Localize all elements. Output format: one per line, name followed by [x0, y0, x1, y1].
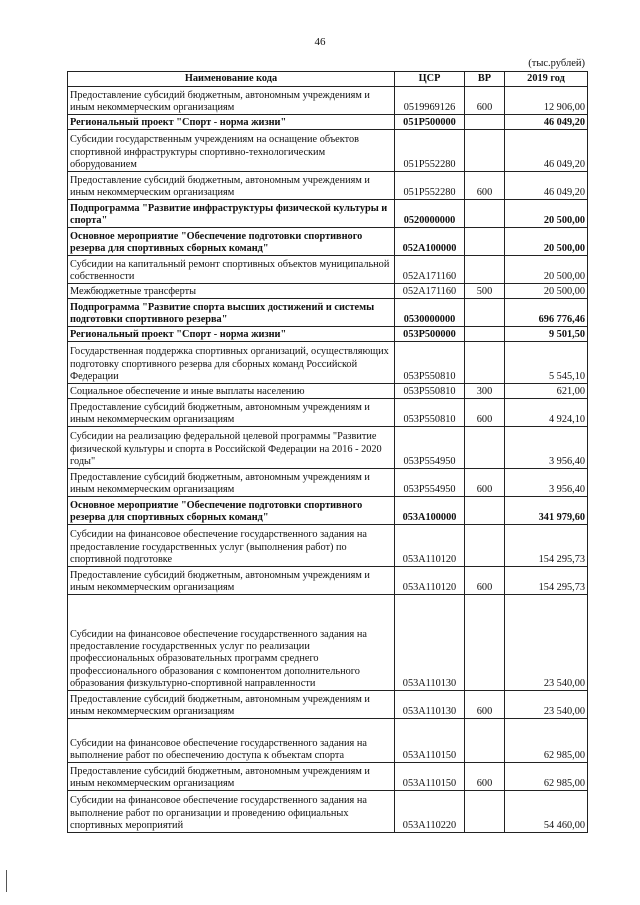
table-row — [68, 469, 588, 497]
table-row — [68, 256, 588, 284]
table-row — [68, 342, 588, 384]
cell-vr — [465, 200, 505, 228]
cell-csr: 053A110130 — [395, 595, 465, 691]
cell-csr: 053A110120 — [395, 567, 465, 595]
cell-sum: 154 295,73 — [505, 525, 588, 567]
table-row — [68, 384, 588, 399]
cell-name: Субсидии государственным учреждениям на оснащение объектов спортивной инфраструктуры спортивно-технологическим оборудованием — [68, 130, 395, 172]
cell-name: Основное мероприятие "Обеспечение подготовки спортивного резерва для спортивных сборных команд" — [68, 228, 395, 256]
cell-vr: 600 — [465, 399, 505, 427]
cell-csr: 053A110130 — [395, 691, 465, 719]
cell-name: Межбюджетные трансферты — [68, 284, 395, 299]
cell-csr: 0519969126 — [395, 87, 465, 115]
cell-csr: 053P550810 — [395, 342, 465, 384]
cell-csr: 053A110150 — [395, 719, 465, 763]
table-row — [68, 200, 588, 228]
cell-csr: 053A100000 — [395, 497, 465, 525]
cell-sum: 12 906,00 — [505, 87, 588, 115]
cell-sum: 20 500,00 — [505, 256, 588, 284]
cell-name: Региональный проект "Спорт - норма жизни" — [68, 327, 395, 342]
cell-csr: 051P500000 — [395, 115, 465, 130]
budget-table — [67, 71, 588, 833]
cell-name: Предоставление субсидий бюджетным, автономным учреждениям и иным некоммерческим организациям — [68, 469, 395, 497]
cell-csr: 053P550810 — [395, 399, 465, 427]
cell-sum: 20 500,00 — [505, 200, 588, 228]
cell-vr — [465, 115, 505, 130]
cell-csr: 053P554950 — [395, 427, 465, 469]
cell-name: Субсидии на капитальный ремонт спортивных объектов муниципальной собственности — [68, 256, 395, 284]
cell-name: Субсидии на реализацию федеральной целевой программы "Развитие физической культуры и спорта в Российской Федерации на 2016 - 2020 годы" — [68, 427, 395, 469]
cell-name: Предоставление субсидий бюджетным, автономным учреждениям и иным некоммерческим организациям — [68, 763, 395, 791]
cell-name: Субсидии на финансовое обеспечение государственного задания на предоставление государственных услуг по реализации профессиональных образовательных программ среднего профессионального образования с компонентом дополнительного образования физкультурно-спортивной направленности — [68, 595, 395, 691]
cell-csr: 053P554950 — [395, 469, 465, 497]
cell-sum: 62 985,00 — [505, 719, 588, 763]
cell-name: Предоставление субсидий бюджетным, автономным учреждениям и иным некоммерческим организациям — [68, 172, 395, 200]
cell-vr — [465, 791, 505, 833]
cell-sum: 46 049,20 — [505, 130, 588, 172]
cell-csr: 052A171160 — [395, 256, 465, 284]
cell-name: Предоставление субсидий бюджетным, автономным учреждениям и иным некоммерческим организациям — [68, 399, 395, 427]
cell-name: Социальное обеспечение и иные выплаты населению — [68, 384, 395, 399]
header-vr: ВР — [465, 72, 505, 87]
table-row — [68, 427, 588, 469]
table-row — [68, 525, 588, 567]
table-row — [68, 87, 588, 115]
cell-sum: 696 776,46 — [505, 299, 588, 327]
cell-vr — [465, 299, 505, 327]
table-row — [68, 497, 588, 525]
cell-name: Подпрограмма "Развитие инфраструктуры физической культуры и спорта" — [68, 200, 395, 228]
cell-vr — [465, 719, 505, 763]
cell-sum: 23 540,00 — [505, 595, 588, 691]
cell-csr: 053A110220 — [395, 791, 465, 833]
cell-csr: 051P552280 — [395, 172, 465, 200]
cell-sum: 341 979,60 — [505, 497, 588, 525]
table-row — [68, 327, 588, 342]
table-row — [68, 130, 588, 172]
cell-vr — [465, 497, 505, 525]
cell-vr — [465, 228, 505, 256]
cell-vr: 600 — [465, 763, 505, 791]
cell-csr: 053A110120 — [395, 525, 465, 567]
cell-csr: 0520000000 — [395, 200, 465, 228]
cell-vr — [465, 595, 505, 691]
cell-name: Подпрограмма "Развитие спорта высших достижений и системы подготовки спортивного резерва" — [68, 299, 395, 327]
cell-csr: 052A100000 — [395, 228, 465, 256]
cell-name: Субсидии на финансовое обеспечение государственного задания на предоставление государственных услуг (выполнения работ) по спортивной подготовке — [68, 525, 395, 567]
cell-sum: 20 500,00 — [505, 228, 588, 256]
table-row — [68, 567, 588, 595]
cell-vr — [465, 327, 505, 342]
table-row — [68, 172, 588, 200]
cell-vr: 600 — [465, 469, 505, 497]
page-number: 46 — [314, 36, 326, 48]
cell-sum: 3 956,40 — [505, 469, 588, 497]
table-header-row — [68, 72, 588, 87]
cell-sum: 4 924,10 — [505, 399, 588, 427]
table-row — [68, 791, 588, 833]
cell-sum: 3 956,40 — [505, 427, 588, 469]
cell-sum: 54 460,00 — [505, 791, 588, 833]
cell-vr: 300 — [465, 384, 505, 399]
header-csr: ЦСР — [395, 72, 465, 87]
cell-sum: 20 500,00 — [505, 284, 588, 299]
cell-vr — [465, 525, 505, 567]
cell-vr — [465, 130, 505, 172]
table-row — [68, 228, 588, 256]
cell-sum: 62 985,00 — [505, 763, 588, 791]
units-label: (тыс.рублей) — [528, 58, 585, 69]
table-body — [68, 87, 588, 833]
cell-name: Основное мероприятие "Обеспечение подготовки спортивного резерва для спортивных сборных команд" — [68, 497, 395, 525]
cell-vr — [465, 256, 505, 284]
cell-name: Региональный проект "Спорт - норма жизни" — [68, 115, 395, 130]
cell-sum: 23 540,00 — [505, 691, 588, 719]
cell-vr: 500 — [465, 284, 505, 299]
cell-sum: 9 501,50 — [505, 327, 588, 342]
cell-csr: 051P552280 — [395, 130, 465, 172]
cell-name: Предоставление субсидий бюджетным, автономным учреждениям и иным некоммерческим организациям — [68, 691, 395, 719]
cell-name: Субсидии на финансовое обеспечение государственного задания на выполнение работ по организации и проведению официальных спортивных мероприятий — [68, 791, 395, 833]
cell-csr: 053P550810 — [395, 384, 465, 399]
table-row — [68, 595, 588, 691]
cell-vr: 600 — [465, 87, 505, 115]
cell-sum: 154 295,73 — [505, 567, 588, 595]
cell-vr — [465, 427, 505, 469]
table-row — [68, 763, 588, 791]
cell-csr: 052A171160 — [395, 284, 465, 299]
cell-name: Предоставление субсидий бюджетным, автономным учреждениям и иным некоммерческим организациям — [68, 567, 395, 595]
header-name: Наименование кода — [68, 72, 395, 87]
cell-name: Государственная поддержка спортивных организаций, осуществляющих подготовку спортивного резерва для сборных команд Российской Федерации — [68, 342, 395, 384]
cell-name: Предоставление субсидий бюджетным, автономным учреждениям и иным некоммерческим организациям — [68, 87, 395, 115]
cell-vr: 600 — [465, 691, 505, 719]
table-row — [68, 299, 588, 327]
table-row — [68, 399, 588, 427]
cell-vr — [465, 342, 505, 384]
cell-sum: 621,00 — [505, 384, 588, 399]
header-year: 2019 год — [505, 72, 588, 87]
cell-vr: 600 — [465, 172, 505, 200]
cell-sum: 5 545,10 — [505, 342, 588, 384]
table-row — [68, 115, 588, 130]
table-row — [68, 719, 588, 763]
cell-sum: 46 049,20 — [505, 172, 588, 200]
cell-csr: 053A110150 — [395, 763, 465, 791]
cell-csr: 0530000000 — [395, 299, 465, 327]
cell-sum: 46 049,20 — [505, 115, 588, 130]
margin-mark — [6, 870, 8, 892]
cell-csr: 053P500000 — [395, 327, 465, 342]
cell-name: Субсидии на финансовое обеспечение государственного задания на выполнение работ по обеспечению доступа к объектам спорта — [68, 719, 395, 763]
table-row — [68, 284, 588, 299]
cell-vr: 600 — [465, 567, 505, 595]
table-row — [68, 691, 588, 719]
